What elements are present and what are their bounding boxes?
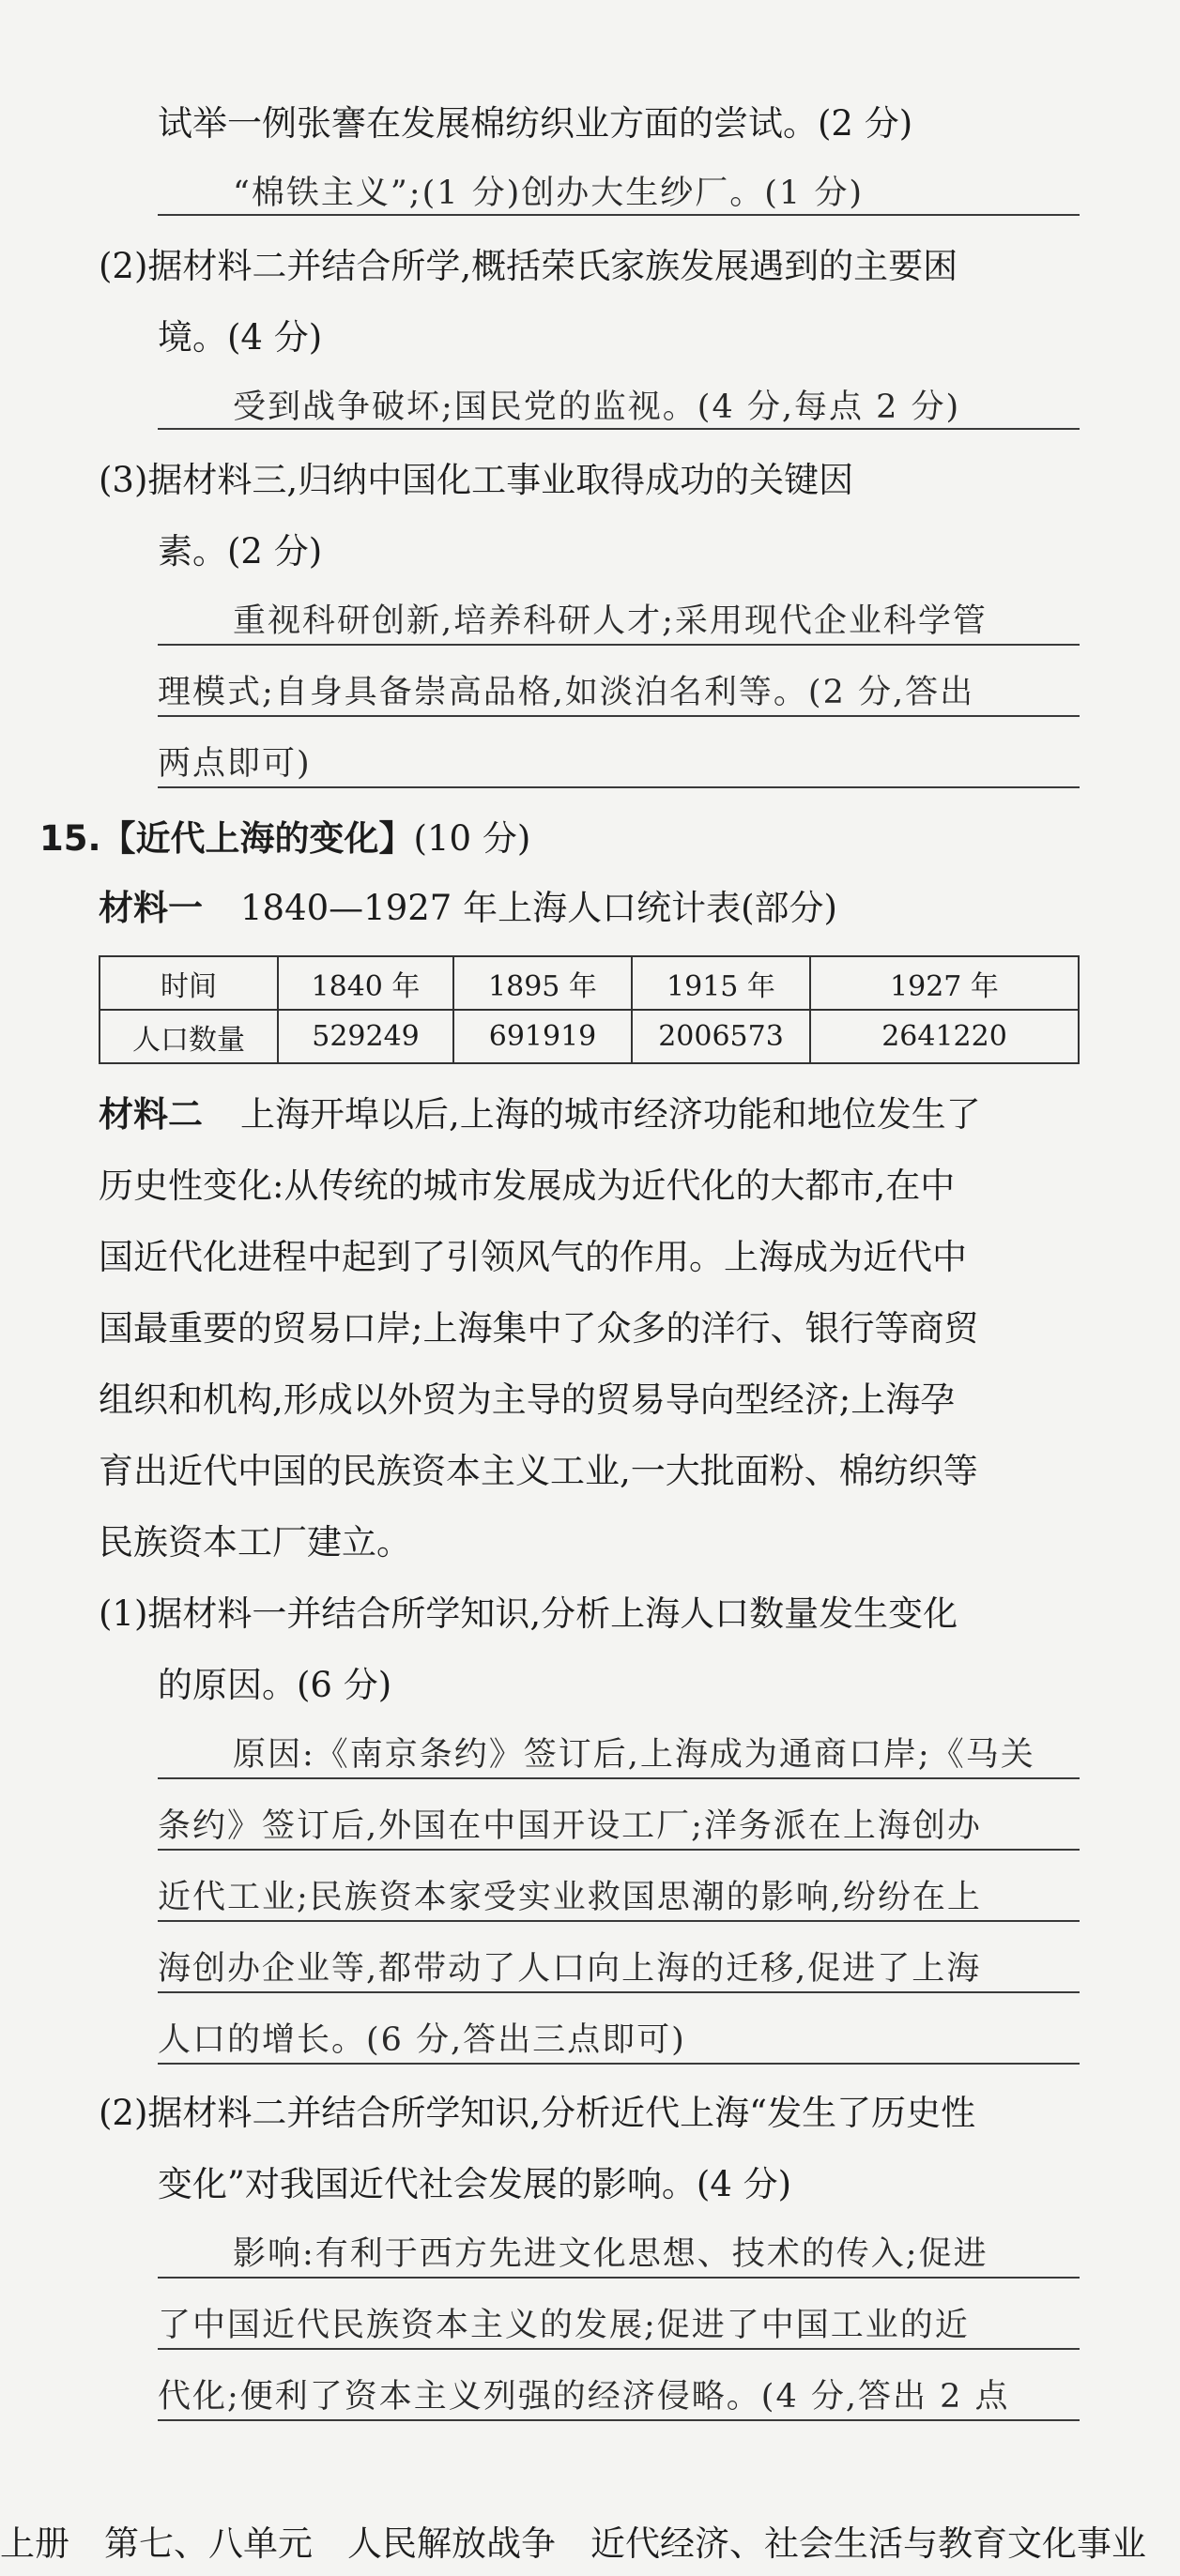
material-two-line: 民族资本工厂建立。 <box>99 1522 411 1562</box>
q14-part1-answer: “棉铁主义”;(1 分)创办大生纱厂。(1 分) <box>233 175 864 212</box>
q15-part2-answer-line: 影响:有利于西方先进文化思想、技术的传入;促进 <box>233 2235 988 2273</box>
material-two-line1 <box>99 1089 981 1141</box>
material-two-line: 育出近代中国的民族资本主义工业,一大批面粉、棉纺织等 <box>99 1451 978 1491</box>
material-two-line: 组织和机构,形成以外贸为主导的贸易导向型经济;上海孕 <box>99 1379 956 1420</box>
table-header-cell: 1915 年 <box>632 956 810 1010</box>
q15-part1-prompt-line2: 的原因。(6 分) <box>158 1665 392 1705</box>
answer-underline <box>158 2063 1080 2065</box>
q15-part2-prompt-line2: 变化”对我国近代社会发展的影响。(4 分) <box>158 2164 792 2204</box>
q15-part1-answer-line: 近代工业;民族资本家受实业救国思潮的影响,纷纷在上 <box>158 1879 982 1916</box>
q14-part3-prompt-line1: (3)据材料三,归纳中国化工事业取得成功的关键因 <box>99 460 854 500</box>
q15-part1-answer-line: 人口的增长。(6 分,答出三点即可) <box>158 2021 686 2059</box>
q14-part2-prompt-line2: 境。(4 分) <box>158 317 323 358</box>
q14-part2-answer: 受到战争破坏;国民党的监视。(4 分,每点 2 分) <box>233 389 961 426</box>
table-row <box>100 956 1079 1010</box>
material-two-label: 材料二 <box>99 1094 203 1135</box>
table-header-cell: 时间 <box>100 956 278 1010</box>
answer-underline <box>158 1920 1080 1922</box>
answer-underline <box>158 214 1080 216</box>
answer-underline <box>158 1849 1080 1851</box>
table-cell: 529249 <box>278 1010 453 1063</box>
material-two-line: 历史性变化:从传统的城市发展成为近代化的大都市,在中 <box>99 1166 956 1206</box>
answer-underline <box>158 2277 1080 2279</box>
q15-points: (10 分) <box>413 818 531 859</box>
page-footer: 上册 第七、八单元 人民解放战争 近代经济、社会生活与教育文化事业 <box>0 2523 1146 2564</box>
material-two-text: 上海开埠以后,上海的城市经济功能和地位发生了 <box>240 1094 981 1135</box>
answer-underline <box>158 1777 1080 1779</box>
q14-part3-answer-line1: 重视科研创新,培养科研人才;采用现代企业科学管 <box>233 602 988 640</box>
q15-part2-answer-line: 代化;便利了资本主义列强的经济侵略。(4 分,答出 2 点 <box>158 2378 1010 2416</box>
q14-part3-answer-line2: 理模式;自身具备崇高品格,如淡泊名利等。(2 分,答出 <box>158 674 975 711</box>
q15-number: 15. <box>39 818 101 859</box>
table-cell: 人口数量 <box>100 1010 278 1063</box>
table-header-cell: 1840 年 <box>278 956 453 1010</box>
q15-part1-answer-line: 海创办企业等,都带动了人口向上海的迁移,促进了上海 <box>158 1950 982 1988</box>
answer-underline <box>158 786 1080 788</box>
q15-part1-answer-line: 条约》签订后,外国在中国开设工厂;洋务派在上海创办 <box>158 1807 982 1845</box>
q14-part3-prompt-line2: 素。(2 分) <box>158 531 323 572</box>
table-header-cell: 1927 年 <box>810 956 1079 1010</box>
answer-underline <box>158 1991 1080 1993</box>
table-cell: 2641220 <box>810 1010 1079 1063</box>
material-two-line: 国近代化进程中起到了引领风气的作用。上海成为近代中 <box>99 1237 967 1277</box>
q15-part1-answer-line: 原因:《南京条约》签订后,上海成为通商口岸;《马关 <box>233 1736 1035 1774</box>
q15-part2-answer-line: 了中国近代民族资本主义的发展;促进了中国工业的近 <box>158 2307 970 2344</box>
answer-underline <box>158 644 1080 646</box>
table-cell: 2006573 <box>632 1010 810 1063</box>
table-cell: 691919 <box>453 1010 632 1063</box>
q14-part2-prompt-line1: (2)据材料二并结合所学,概括荣氏家族发展遇到的主要困 <box>99 246 958 286</box>
q14-part3-answer-line3: 两点即可) <box>158 745 312 783</box>
answer-underline <box>158 715 1080 717</box>
q15-heading <box>39 813 530 865</box>
material-one-label: 材料一 <box>99 888 203 928</box>
material-one-caption <box>99 882 837 935</box>
answer-underline <box>158 2348 1080 2350</box>
material-one-title: 1840—1927 年上海人口统计表(部分) <box>240 888 837 928</box>
q15-part2-prompt-line1: (2)据材料二并结合所学知识,分析近代上海“发生了历史性 <box>99 2093 976 2133</box>
q15-part1-prompt-line1: (1)据材料一并结合所学知识,分析上海人口数量发生变化 <box>99 1593 958 1634</box>
table-row <box>100 1010 1079 1063</box>
material-two-line: 国最重要的贸易口岸;上海集中了众多的洋行、银行等商贸 <box>99 1308 979 1349</box>
answer-underline <box>158 428 1080 430</box>
table-header-cell: 1895 年 <box>453 956 632 1010</box>
q14-part1-prompt: 试举一例张謇在发展棉纺织业方面的尝试。(2 分) <box>158 103 913 144</box>
q15-title: 【近代上海的变化】 <box>100 818 414 859</box>
answer-underline <box>158 2419 1080 2421</box>
population-table <box>99 955 1080 1064</box>
